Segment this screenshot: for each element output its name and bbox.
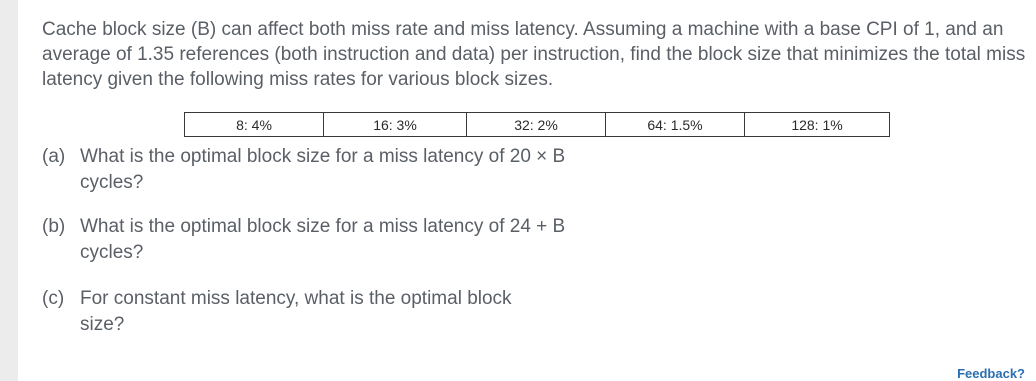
miss-rate-cell: 64: 1.5%	[605, 113, 744, 136]
feedback-link[interactable]: Feedback?	[957, 366, 1025, 381]
miss-rate-cell: 8: 4%	[236, 116, 272, 133]
question-text: What is the optimal block size for a miss latency of 24 + B cycles?	[80, 216, 566, 263]
question-text: For constant miss latency, what is the optimal block size?	[80, 288, 512, 335]
question-letter: (b)	[42, 216, 66, 237]
question-letter: (a)	[42, 146, 66, 167]
question-text: What is the optimal block size for a miss latency of 20 × B cycles?	[80, 146, 566, 193]
question-letter: (c)	[42, 288, 65, 309]
miss-rate-cell: 32: 2%	[466, 113, 605, 136]
miss-rate-table	[184, 112, 890, 137]
problem-statement: Cache block size (B) can affect both miss rate and miss latency. Assuming a machine with a base CPI of 1, and an average of 1.35 references (both instruction and data) per instruction, find the block size that minimizes the total miss latency given the following miss rates for various block sizes.	[42, 19, 1026, 90]
miss-rate-cell: 128: 1%	[744, 113, 889, 136]
miss-rate-cell: 16: 3%	[323, 113, 466, 136]
